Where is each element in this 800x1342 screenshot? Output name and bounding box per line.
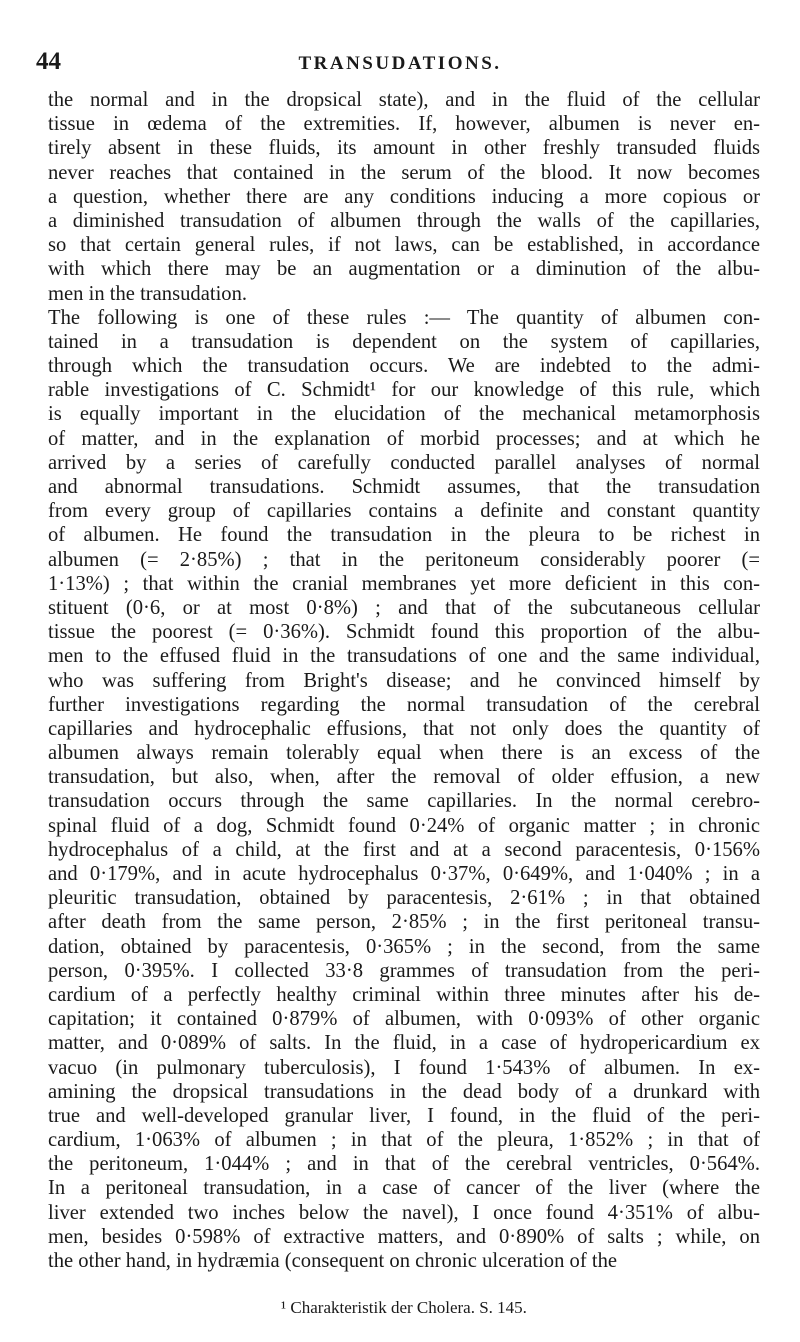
- page-number: 44: [36, 48, 61, 75]
- text-line: of matter, and in the explanation of morbid processes; and at which he: [48, 427, 760, 450]
- body-text: [48, 88, 760, 1273]
- text-line: and 0·179%, and in acute hydrocephalus 0·37%, 0·649%, and 1·040% ; in a: [48, 863, 760, 885]
- text-line: of albumen. He found the transudation in the pleura to be richest in: [48, 524, 760, 547]
- text-line: In a peritoneal transudation, in a case of cancer of the liver (where the: [48, 1177, 760, 1200]
- text-line: tirely absent in these fluids, its amount in other freshly transuded fluids: [48, 137, 760, 160]
- text-line: men to the effused fluid in the transudations of one and the same individual,: [48, 645, 760, 668]
- text-line: arrived by a series of carefully conducted parallel analyses of normal: [48, 451, 760, 474]
- text-line: 1·13%) ; that within the cranial membranes yet more deficient in this con-: [48, 572, 760, 595]
- text-line: true and well-developed granular liver, I found, in the fluid of the peri-: [48, 1104, 760, 1127]
- text-line: spinal fluid of a dog, Schmidt found 0·24% of organic matter ; in chronic: [48, 814, 760, 837]
- text-line: is equally important in the elucidation of the mechanical metamorphosis: [48, 403, 760, 426]
- text-line: the peritoneum, 1·044% ; and in that of the cerebral ventricles, 0·564%.: [48, 1153, 760, 1176]
- text-line: tissue the poorest (= 0·36%). Schmidt found this proportion of the albu-: [48, 621, 760, 644]
- text-line: capitation; it contained 0·879% of albumen, with 0·093% of other organic: [48, 1008, 760, 1031]
- text-line: capillaries and hydrocephalic effusions, that not only does the quantity of: [48, 717, 760, 740]
- text-line: the normal and in the dropsical state), and in the fluid of the cellular: [48, 89, 760, 111]
- text-line: so that certain general rules, if not laws, can be established, in accordance: [48, 234, 760, 257]
- text-line: and abnormal transudations. Schmidt assumes, that the transudation: [48, 476, 760, 498]
- text-line: amining the dropsical transudations in the dead body of a drunkard with: [48, 1080, 760, 1103]
- text-line: a question, whether there are any conditions inducing a more copious or: [48, 185, 760, 208]
- running-title: TRANSUDATIONS.: [298, 53, 502, 74]
- text-line: transudation occurs through the same capillaries. In the normal cerebro-: [48, 790, 760, 813]
- text-line: dation, obtained by paracentesis, 0·365% ; in the second, from the same: [48, 935, 760, 958]
- text-line: cardium of a perfectly healthy criminal within three minutes after his de-: [48, 983, 760, 1006]
- text-line: rable investigations of C. Schmidt¹ for our knowledge of this rule, which: [48, 379, 760, 402]
- text-line: through which the transudation occurs. We are indebted to the admi-: [48, 355, 760, 378]
- text-line: men, besides 0·598% of extractive matters, and 0·890% of salts ; while, on: [48, 1225, 760, 1248]
- text-line: vacuo (in pulmonary tuberculosis), I found 1·543% of albumen. In ex-: [48, 1056, 760, 1079]
- text-line: pleuritic transudation, obtained by paracentesis, 2·61% ; in that obtained: [48, 887, 760, 910]
- text-line: cardium, 1·063% of albumen ; in that of the pleura, 1·852% ; in that of: [48, 1129, 760, 1152]
- text-line: The following is one of these rules :— The quantity of albumen con-: [48, 306, 760, 329]
- text-line: with which there may be an augmentation or a diminution of the albu-: [48, 258, 760, 281]
- text-line: person, 0·395%. I collected 33·8 grammes of transudation from the peri-: [48, 959, 760, 982]
- text-line: albumen always remain tolerably equal when there is an excess of the: [48, 742, 760, 765]
- text-line: men in the transudation.: [48, 282, 248, 305]
- text-line: a diminished transudation of albumen through the walls of the capillaries,: [48, 209, 760, 232]
- text-line: from every group of capillaries contains a definite and constant quantity: [48, 500, 760, 523]
- text-line: the other hand, in hydræmia (consequent on chronic ulceration of the: [48, 1250, 618, 1272]
- text-line: further investigations regarding the normal transudation of the cerebral: [48, 693, 760, 716]
- text-line: liver extended two inches below the navel), I once found 4·351% of albu-: [48, 1201, 760, 1224]
- text-line: who was suffering from Bright's disease; and he convinced himself by: [48, 669, 760, 692]
- text-line: never reaches that contained in the serum of the blood. It now becomes: [48, 161, 760, 184]
- text-line: stituent (0·6, or at most 0·8%) ; and that of the subcutaneous cellular: [48, 596, 760, 619]
- page-header: [36, 48, 764, 78]
- text-line: tissue in œdema of the extremities. If, however, albumen is never en-: [48, 113, 760, 136]
- text-line: albumen (= 2·85%) ; that in the peritoneum considerably poorer (=: [48, 548, 760, 571]
- text-line: after death from the same person, 2·85% ; in the first peritoneal transu-: [48, 911, 760, 934]
- footnote: ¹ Charakteristik der Cholera. S. 145.: [281, 1298, 527, 1317]
- text-line: transudation, but also, when, after the removal of older effusion, a new: [48, 766, 760, 789]
- text-line: matter, and 0·089% of salts. In the fluid, in a case of hydropericardium ex: [48, 1032, 760, 1055]
- text-line: tained in a transudation is dependent on the system of capillaries,: [48, 330, 760, 353]
- text-line: hydrocephalus of a child, at the first and at a second paracentesis, 0·156%: [48, 838, 760, 861]
